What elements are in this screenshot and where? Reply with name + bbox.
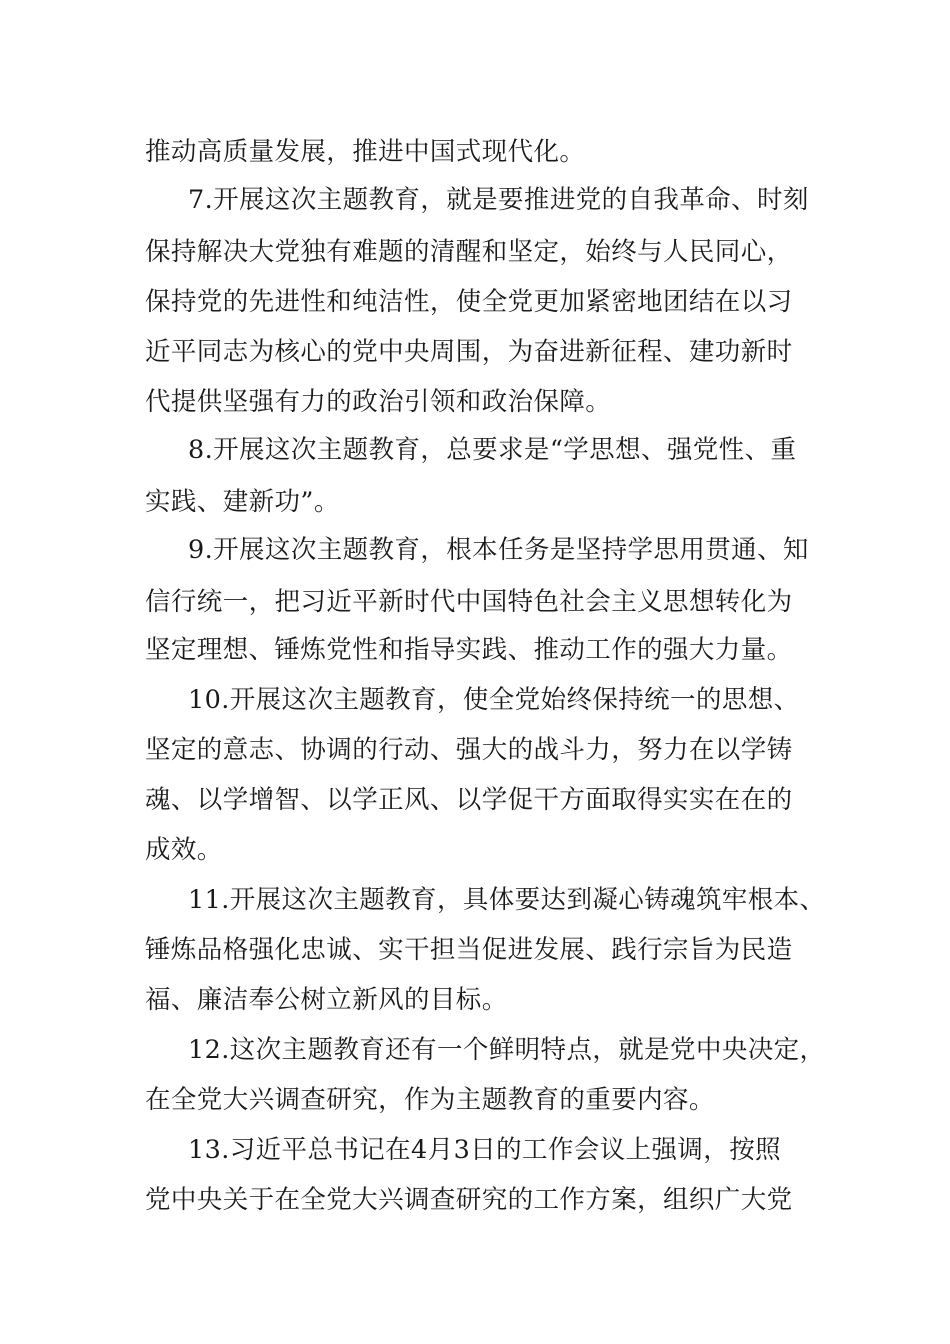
text-line: 坚定的意志、协调的行动、强大的战斗力，努力在以学铸 <box>145 735 793 765</box>
paragraph-13-start: 13.习近平总书记在4月3日的工作会议上强调，按照 <box>188 1135 782 1165</box>
text-line: 在全党大兴调查研究，作为主题教育的重要内容。 <box>145 1085 715 1115</box>
text-line: 信行统一，把习近平新时代中国特色社会主义思想转化为 <box>145 587 793 617</box>
text-line: 锤炼品格强化忠诚、实干担当促进发展、践行宗旨为民造 <box>145 935 793 965</box>
text-line: 实践、建新功”。 <box>145 487 340 517</box>
paragraph-12-start: 12.这次主题教育还有一个鲜明特点，就是党中央决定， <box>188 1035 826 1065</box>
text-line: 代提供坚强有力的政治引领和政治保障。 <box>145 387 612 417</box>
text-line: 近平同志为核心的党中央周围，为奋进新征程、建功新时 <box>145 337 793 367</box>
text-line: 成效。 <box>145 835 223 865</box>
text-line: 保持解决大党独有难题的清醒和坚定，始终与人民同心， <box>145 237 793 267</box>
text-line: 魂、以学增智、以学正风、以学促干方面取得实实在在的 <box>145 785 793 815</box>
text-line: 福、廉洁奉公树立新风的目标。 <box>145 985 508 1015</box>
paragraph-8-start: 8.开展这次主题教育，总要求是“学思想、强党性、重 <box>188 435 797 465</box>
text-line: 推动高质量发展，推进中国式现代化。 <box>145 137 586 167</box>
text-line: 保持党的先进性和纯洁性，使全党更加紧密地团结在以习 <box>145 287 793 317</box>
paragraph-11-start: 11.开展这次主题教育，具体要达到凝心铸魂筑牢根本、 <box>188 885 826 915</box>
text-line: 党中央关于在全党大兴调查研究的工作方案，组织广大党 <box>145 1185 793 1215</box>
paragraph-9-start: 9.开展这次主题教育，根本任务是坚持学思用贯通、知 <box>188 535 809 565</box>
text-line: 坚定理想、锤炼党性和指导实践、推动工作的强大力量。 <box>145 635 793 665</box>
paragraph-10-start: 10.开展这次主题教育，使全党始终保持统一的思想、 <box>188 685 800 715</box>
paragraph-7-start: 7.开展这次主题教育，就是要推进党的自我革命、时刻 <box>188 185 809 215</box>
